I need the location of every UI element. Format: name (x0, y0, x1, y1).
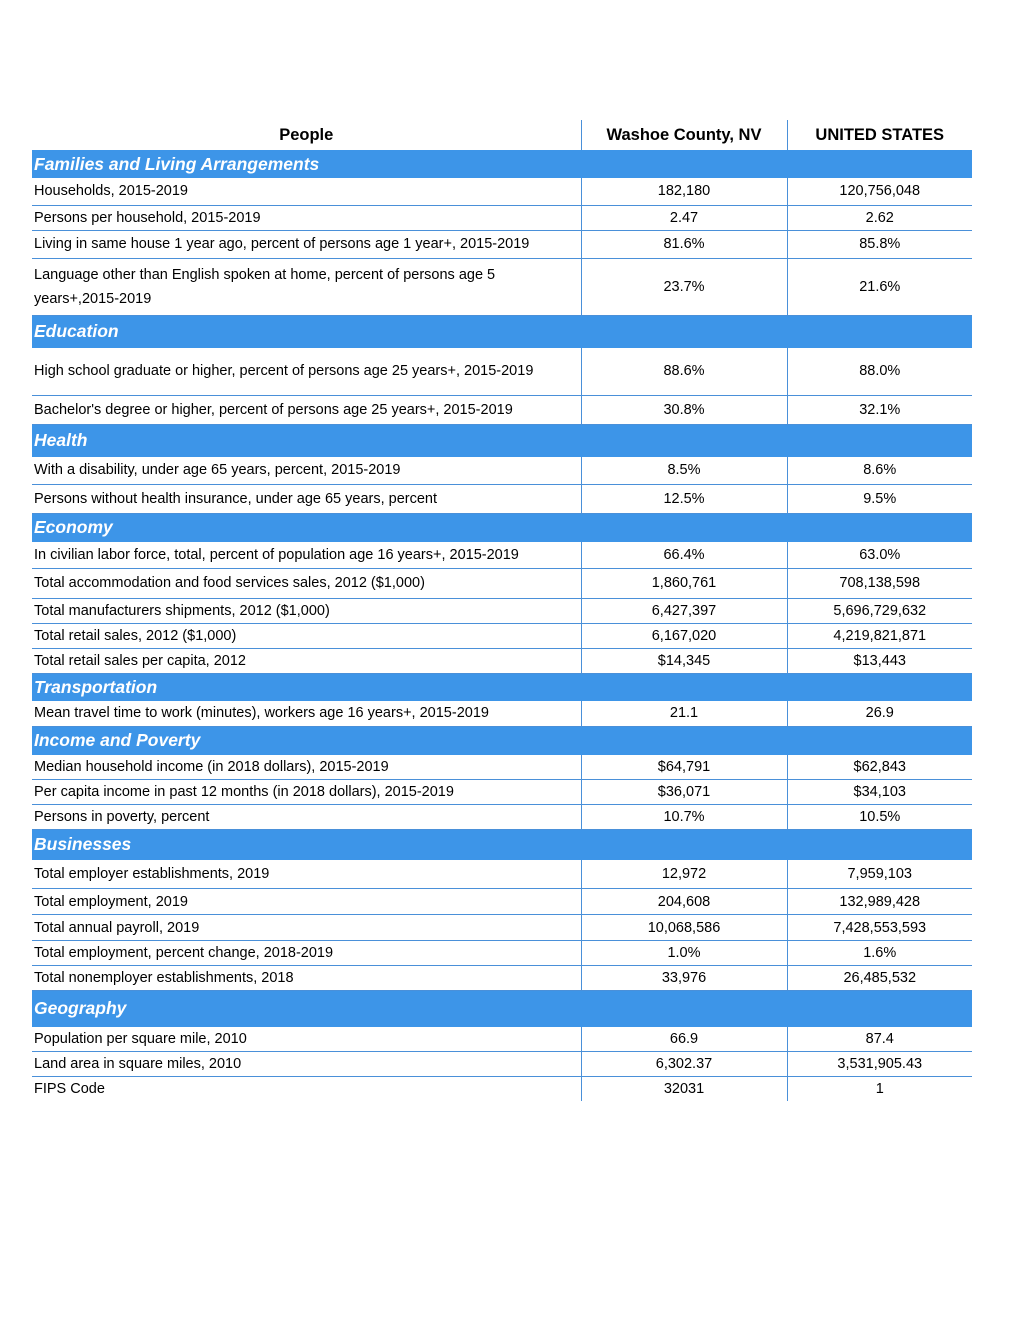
united-states-value: 1.6% (787, 941, 972, 966)
row-label: In civilian labor force, total, percent of population age 16 years+, 2015-2019 (32, 542, 581, 568)
united-states-value: $62,843 (787, 755, 972, 780)
table-row (32, 623, 972, 648)
row-label: Total employment, 2019 (32, 889, 581, 915)
table-row (32, 258, 972, 315)
table-row (32, 1076, 972, 1101)
united-states-value: 87.4 (787, 1027, 972, 1052)
washoe-county-value: 32031 (581, 1076, 787, 1101)
table-row (32, 178, 972, 205)
washoe-county-value: 30.8% (581, 395, 787, 424)
table-row (32, 805, 972, 830)
washoe-county-value: 66.9 (581, 1027, 787, 1052)
table-row (32, 780, 972, 805)
table-row (32, 966, 972, 991)
section-header (32, 830, 972, 860)
united-states-value: 2.62 (787, 205, 972, 230)
row-label: Total nonemployer establishments, 2018 (32, 966, 581, 991)
washoe-county-value: 182,180 (581, 178, 787, 205)
section-header (32, 513, 972, 542)
united-states-value: 7,959,103 (787, 860, 972, 889)
washoe-county-value: 88.6% (581, 348, 787, 395)
united-states-value: $34,103 (787, 780, 972, 805)
table-row (32, 542, 972, 568)
washoe-county-value: 81.6% (581, 230, 787, 258)
table-row (32, 1051, 972, 1076)
united-states-value: 120,756,048 (787, 178, 972, 205)
section-title: Geography (32, 991, 972, 1027)
row-label: Persons in poverty, percent (32, 805, 581, 830)
row-label: Total retail sales per capita, 2012 (32, 648, 581, 673)
row-label: Bachelor's degree or higher, percent of persons age 25 years+, 2015-2019 (32, 395, 581, 424)
washoe-county-value: 33,976 (581, 966, 787, 991)
united-states-value: 88.0% (787, 348, 972, 395)
row-label: Mean travel time to work (minutes), workers age 16 years+, 2015-2019 (32, 701, 581, 726)
row-label: Total employer establishments, 2019 (32, 860, 581, 889)
header-united-states: UNITED STATES (787, 120, 972, 150)
united-states-value: 4,219,821,871 (787, 623, 972, 648)
row-label: Persons without health insurance, under age 65 years, percent (32, 484, 581, 513)
washoe-county-value: 12,972 (581, 860, 787, 889)
washoe-county-value: 6,302.37 (581, 1051, 787, 1076)
section-title: Economy (32, 513, 972, 542)
table-row (32, 648, 972, 673)
table-row (32, 598, 972, 623)
row-label: Living in same house 1 year ago, percent of persons age 1 year+, 2015-2019 (32, 230, 581, 258)
washoe-county-value: 6,167,020 (581, 623, 787, 648)
section-title: Transportation (32, 673, 972, 701)
header-row (32, 120, 972, 150)
washoe-county-value: 23.7% (581, 258, 787, 315)
washoe-county-value: 1.0% (581, 941, 787, 966)
row-label: Language other than English spoken at home, percent of persons age 5 years+,2015-2019 (32, 258, 581, 315)
washoe-county-value: 21.1 (581, 701, 787, 726)
row-label: High school graduate or higher, percent of persons age 25 years+, 2015-2019 (32, 348, 581, 395)
row-label: Land area in square miles, 2010 (32, 1051, 581, 1076)
table-row (32, 860, 972, 889)
row-label: Median household income (in 2018 dollars), 2015-2019 (32, 755, 581, 780)
table-row (32, 1027, 972, 1052)
united-states-value: 9.5% (787, 484, 972, 513)
united-states-value: 1 (787, 1076, 972, 1101)
table-row (32, 941, 972, 966)
table-row (32, 230, 972, 258)
row-label: Population per square mile, 2010 (32, 1027, 581, 1052)
united-states-value: 32.1% (787, 395, 972, 424)
section-header (32, 726, 972, 755)
washoe-county-value: 2.47 (581, 205, 787, 230)
table-row (32, 568, 972, 598)
row-label: FIPS Code (34, 1080, 105, 1097)
row-label: Total manufacturers shipments, 2012 ($1,000) (32, 598, 581, 623)
united-states-value: 26,485,532 (787, 966, 972, 991)
section-header (32, 673, 972, 701)
united-states-value: 10.5% (787, 805, 972, 830)
washoe-county-value: 10.7% (581, 805, 787, 830)
header-washoe-county: Washoe County, NV (581, 120, 787, 150)
table-body (32, 150, 972, 1101)
section-title: Health (32, 424, 972, 457)
section-header (32, 424, 972, 457)
table-row (32, 457, 972, 484)
row-label: Persons per household, 2015-2019 (32, 205, 581, 230)
section-header (32, 315, 972, 348)
table-row (32, 348, 972, 395)
table-row (32, 395, 972, 424)
united-states-value: 7,428,553,593 (787, 915, 972, 941)
section-title: Income and Poverty (32, 726, 972, 755)
washoe-county-value: $36,071 (581, 780, 787, 805)
washoe-county-value: $14,345 (581, 648, 787, 673)
washoe-county-value: 10,068,586 (581, 915, 787, 941)
table-row (32, 755, 972, 780)
section-header (32, 150, 972, 178)
table-row (32, 484, 972, 513)
washoe-county-value: 66.4% (581, 542, 787, 568)
washoe-county-value: 8.5% (581, 457, 787, 484)
united-states-value: 132,989,428 (787, 889, 972, 915)
united-states-value: 63.0% (787, 542, 972, 568)
washoe-county-value: 204,608 (581, 889, 787, 915)
washoe-county-value: 12.5% (581, 484, 787, 513)
quickfacts-sheet (32, 120, 972, 1101)
united-states-value: 21.6% (787, 258, 972, 315)
united-states-value: 5,696,729,632 (787, 598, 972, 623)
row-label: Per capita income in past 12 months (in 2018 dollars), 2015-2019 (32, 780, 581, 805)
section-title: Families and Living Arrangements (32, 150, 972, 178)
table-row (32, 915, 972, 941)
washoe-county-value: 1,860,761 (581, 568, 787, 598)
table-row (32, 205, 972, 230)
united-states-value: 26.9 (787, 701, 972, 726)
row-label: Total accommodation and food services sales, 2012 ($1,000) (32, 568, 581, 598)
row-label: With a disability, under age 65 years, percent, 2015-2019 (32, 457, 581, 484)
section-title: Education (32, 315, 972, 348)
table-row (32, 701, 972, 726)
row-label: Total retail sales, 2012 ($1,000) (32, 623, 581, 648)
section-header (32, 991, 972, 1027)
washoe-county-value: 6,427,397 (581, 598, 787, 623)
table-row (32, 889, 972, 915)
united-states-value: 85.8% (787, 230, 972, 258)
quickfacts-table (32, 120, 972, 1101)
united-states-value: 3,531,905.43 (787, 1051, 972, 1076)
united-states-value: 708,138,598 (787, 568, 972, 598)
united-states-value: 8.6% (787, 457, 972, 484)
header-people: People (279, 125, 334, 144)
washoe-county-value: $64,791 (581, 755, 787, 780)
row-label: Households, 2015-2019 (32, 178, 581, 205)
section-title: Businesses (32, 830, 972, 860)
row-label: Total annual payroll, 2019 (32, 915, 581, 941)
row-label: Total employment, percent change, 2018-2019 (32, 941, 581, 966)
united-states-value: $13,443 (787, 648, 972, 673)
